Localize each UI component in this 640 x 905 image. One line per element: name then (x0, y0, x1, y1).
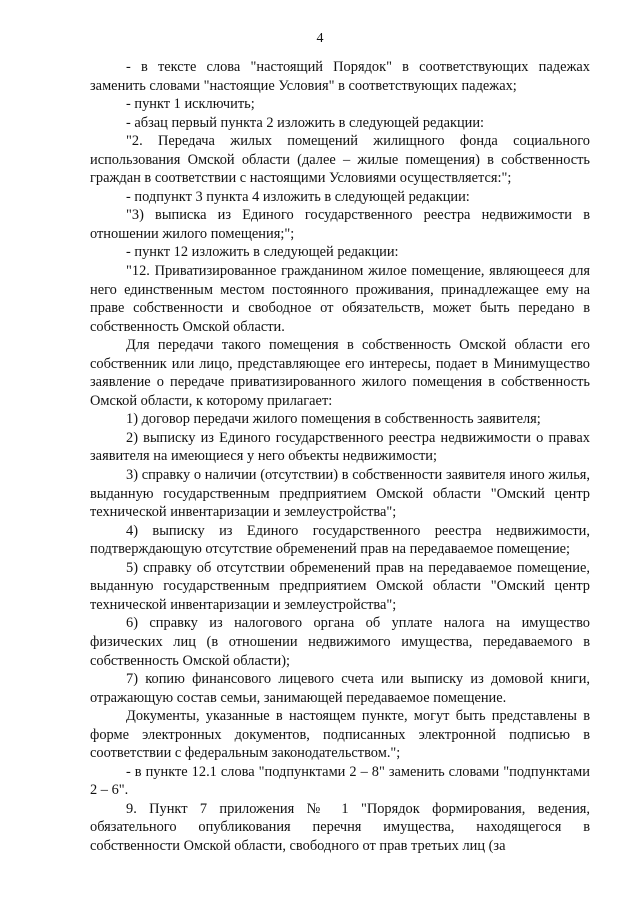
list-item: 5) справку об отсутствии обременений прав на передаваемое помещение, выданную государственным предприятием Омской области "Омский центр технической инвентаризации и землеустройства"; (90, 559, 590, 613)
paragraph: 9. Пункт 7 приложения № 1 "Порядок формирования, ведения, обязательного опубликования перечня имущества, находящегося в собственности Омской области, свободного от прав третьих лиц (за (90, 800, 590, 854)
list-item: 4) выписку из Единого государственного реестра недвижимости, подтверждающую отсутствие обременений прав на передаваемое помещение; (90, 522, 590, 558)
document-body (90, 58, 590, 856)
paragraph: "12. Приватизированное гражданином жилое помещение, являющееся для него единственным местом постоянного проживания, принадлежащее ему на праве собственности и свободное от обязательств, может быть передано в собственность Омской области. (90, 263, 590, 335)
list-item: 6) справку из налогового органа об уплате налога на имущество физических лиц (в отношении недвижимого имущества, передаваемого в собственность Омской области); (90, 615, 590, 669)
paragraph: "2. Передача жилых помещений жилищного фонда социального использования Омской области (далее – жилые помещения) в собственность граждан в соответствии с настоящими Условиями осуществляется:"; (90, 133, 590, 187)
page-number: 4 (316, 31, 324, 46)
list-item: 2) выписку из Единого государственного реестра недвижимости о правах заявителя на имеющиеся у него объекты недвижимости; (90, 429, 590, 465)
paragraph: - пункт 1 исключить; (126, 96, 255, 113)
paragraph: - в тексте слова "настоящий Порядок" в соответствующих падежах заменить словами "настоящие Условия" в соответствующих падежах; (90, 59, 590, 94)
list-item: 3) справку о наличии (отсутствии) в собственности заявителя иного жилья, выданную государственным предприятием Омской области "Омский центр технической инвентаризации и землеустройства"; (90, 467, 590, 521)
paragraph: - подпункт 3 пункта 4 изложить в следующей редакции: (126, 188, 470, 205)
paragraph: - пункт 12 изложить в следующей редакции: (126, 244, 399, 261)
paragraph: "3) выписка из Единого государственного реестра недвижимости в отношении жилого помещения;"; (90, 207, 590, 242)
paragraph: Документы, указанные в настоящем пункте, могут быть представлены в форме электронных документов, подписанных электронной подписью в соответствии с федеральным законодательством."; (90, 708, 590, 762)
paragraph: Для передачи такого помещения в собственность Омской области его собственник или лицо, представляющее его интересы, подает в Минимущество заявление о передаче приватизированного жилого помещения в собственность Омской области, к которому прилагает: (90, 337, 590, 409)
list-item: 7) копию финансового лицевого счета или выписку из домовой книги, отражающую состав семьи, занимающей передаваемое помещение. (90, 671, 590, 706)
paragraph: - в пункте 12.1 слова "подпунктами 2 – 8" заменить словами "подпунктами 2 – 6". (90, 763, 590, 799)
paragraph: - абзац первый пункта 2 изложить в следующей редакции: (126, 114, 485, 131)
list-item: 1) договор передачи жилого помещения в собственность заявителя; (126, 411, 541, 428)
